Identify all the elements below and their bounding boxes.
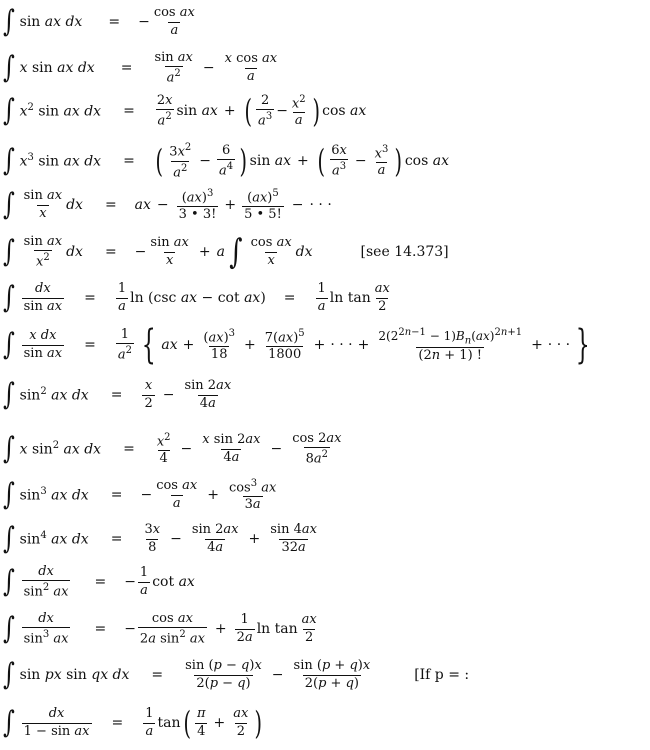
condition-note: [If p = : (414, 667, 470, 683)
integral-sign: ∫ (2, 377, 15, 412)
formula-row: ∫ $\frac{dx}{\text{sin ax}}$ = $\frac{1}{a}$ ln (csc ax − cot ax) = $\frac{1}{a}$ ln tan $\frac{ax}{2}$ (2, 280, 390, 315)
integral-sign: ∫ (2, 657, 15, 692)
integral-sign: ∫ (2, 477, 15, 512)
integral-sign: ∫ (229, 232, 243, 272)
formula-row: ∫ $x^2$ sin ax dx = $\frac{2x}{a^2}$ sin ax + ( $\frac{2}{a^3}$ − $\frac{x^2}{a}$ ) cos ax (2, 92, 367, 130)
integral-sign: ∫ (2, 143, 15, 178)
formula-row: ∫ $\sin^4$ ax dx = $\frac{3x}{8}$ − $\frac{\sin 2ax}{4a}$ + $\frac{\sin 4ax}{32a}$ (2, 521, 317, 556)
integral-sign: ∫ (2, 705, 15, 740)
formula-row: ∫ $\sin^3$ ax dx = − $\frac{\text{cos ax}}{a}$ + $\frac{\cos^3 ax}{3a}$ (2, 477, 277, 513)
formula-row: ∫ sin px sin qx dx = $\frac{\sin (p - q)x}{2(p - q)}$ − $\frac{\sin (p + q)x}{2(p + q)}$ [If p = : (2, 657, 470, 692)
integral-sign: ∫ (2, 564, 15, 599)
integral-sign: ∫ (2, 611, 15, 646)
formula-row: ∫ x sin ax dx = $\frac{\text{sin ax}}{a^2}$ − $\frac{\text{x cos ax}}{a}$ (2, 49, 278, 86)
integral-sign: ∫ (2, 431, 15, 466)
formula-row: ∫ $\frac{\text{sin ax}}{x^2}$ dx = − $\frac{\text{sin ax}}{x}$ + a ∫ $\frac{\text{cos ax}}{x}$ dx [see 14.373] (2, 232, 449, 272)
integral-sign: ∫ (2, 280, 15, 315)
integral-sign: ∫ (2, 187, 15, 222)
formula-row: ∫ $\frac{\text{x dx}}{\text{sin ax}}$ = $\frac{1}{a^2}$ { ax + $\frac{(ax)^3}{18}$ + $\frac{7(ax)^5}{1800}$ + · · · + $\frac{2(2^{2n-1} - 1)B_n(ax)^{2n+1}}{(2n + 1) !}$ + · · · } (2, 322, 590, 368)
formula-row: ∫ $x^3$ sin ax dx = ( $\frac{3x^2}{a^2}$ − $\frac{6}{a^4}$ ) sin ax + ( $\frac{6x}{a^3}$ − $\frac{x^3}{a}$ ) cos ax (2, 141, 449, 180)
see-reference: [see 14.373] (360, 244, 449, 260)
formula-row: ∫ $\frac{\text{sin ax}}{x}$ dx = ax − $\frac{(ax)^3}{3 • 3!}$ + $\frac{(ax)^5}{5 • 5!}$ − · · · (2, 187, 332, 223)
integral-sign: ∫ (2, 50, 15, 85)
formula-row: ∫ sin ax dx = − $\frac{\text{cos ax}}{a}$ (2, 4, 195, 39)
formula-row: ∫ $\sin^2$ ax dx = $\frac{x}{2}$ − $\frac{\sin 2ax}{4a}$ (2, 377, 232, 412)
formula-row: ∫ $\frac{dx}{\sin^2 ax}$ = − $\frac{1}{a}$ cot ax (2, 563, 195, 600)
integral-sign: ∫ (2, 4, 15, 39)
integral-sign: ∫ (2, 234, 15, 269)
integral-sign: ∫ (2, 93, 15, 128)
formula-row: ∫ $\frac{dx}{\sin^3 ax}$ = − $\frac{\text{cos ax}}{2a \sin^2 ax}$ + $\frac{1}{2a}$ ln tan $\frac{ax}{2}$ (2, 610, 317, 647)
formula-row: ∫ $\frac{dx}{\text{1 − sin ax}}$ = $\frac{1}{a}$ tan ( $\frac{\pi}{4}$ + $\frac{ax}{2}$ ) (2, 704, 263, 742)
formula-row: ∫ x $\sin^2$ ax dx = $\frac{x^2}{4}$ − $\frac{\text{x sin 2ax}}{4a}$ − $\frac{\cos 2ax}{8a^2}$ (2, 430, 342, 467)
integral-sign: ∫ (2, 327, 15, 362)
integral-sign: ∫ (2, 521, 15, 556)
